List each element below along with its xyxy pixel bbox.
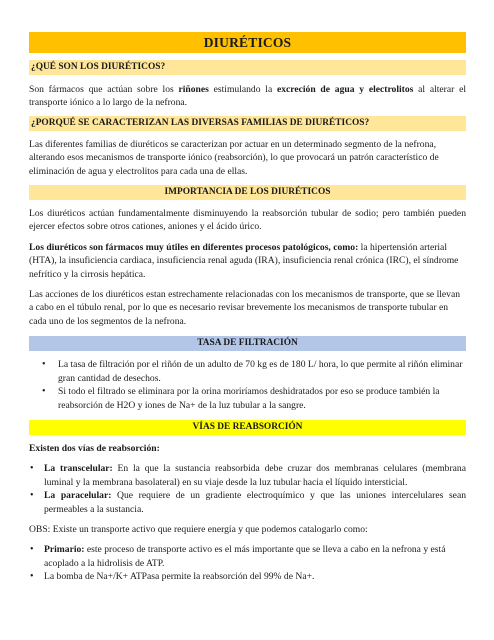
paragraph-familias: Las diferentes familias de diuréticos se caracterizan por actuar en un determinado segmento de la nefrona, alterando esos mecanismos de transporte iónico (reabsorción), lo que provocará un patrón característico de eliminación de agua y electrolitos para cada una de ellas. [29,138,439,177]
subheading-vias: Existen dos vías de reabsorción: [29,442,160,454]
bullet-icon: • [42,386,46,398]
list-item: • La transcelular: En la que la sustancia reabsorbida debe cruzar dos membranas celulares (membrana luminal y la membrana basolateral) en su viaje desde la luz tubular hacia el líquido intersticial. [30,463,466,488]
list-item: • La paracelular: Que requiere de un gradiente electroquímico y que las uniones intercelulares sean permeables a la sustancia. [30,490,466,515]
reabsorption-list [29,462,466,516]
list-item: • Si todo el filtrado se eliminara por la orina moriríamos deshidratados por eso se produce también la reabsorción de H2O y iones de Na+ de la luz tubular a la sangre. [42,386,440,411]
active-transport-list [29,543,466,583]
bullet-icon: • [30,544,34,556]
list-item: • Primario: este proceso de transporte activo es el más importante que se lleva a cabo en la nefrona y está acoplado a la hidrolisis de ATP. [30,544,446,569]
bullet-icon: • [42,359,46,371]
bullet-icon: • [30,571,34,583]
document-title: DIURÉTICOS [29,32,466,53]
section-heading-familias: ¿PORQUÉ SE CARACTERIZAN LAS DIVERSAS FAMILIAS DE DIURÉTICOS? [29,116,466,131]
section-heading-que-son: ¿QUÉ SON LOS DIURÉTICOS? [29,60,466,75]
paragraph-obs: OBS: Existe un transporte activo que requiere energía y que podemos catalogarlo como: [29,523,368,535]
bullet-icon: • [30,490,34,502]
section-heading-vias-reabsorcion: VÍAS DE REABSORCIÓN [29,420,466,435]
list-item: • La bomba de Na+/K+ ATPasa permite la reabsorción del 99% de Na+. [30,571,315,583]
paragraph-definicion: Son fármacos que actúan sobre los riñones estimulando la excreción de agua y electrolitos al alterar el transporte iónico a lo largo de la nefrona. [29,84,466,109]
paragraph-importancia-2: Los diuréticos son fármacos muy útiles en diferentes procesos patológicos, como: la hipertensión arterial (HTA), la insuficiencia cardiaca, insuficiencia renal aguda (IRA), insuficiencia renal crónica (IRC), el síndrome nefrítico y la cirrosis hepática. [29,241,459,280]
section-heading-importancia: IMPORTANCIA DE LOS DIURÉTICOS [29,185,466,200]
paragraph-importancia-3: Las acciones de los diuréticos estan estrechamente relacionadas con los mecanismos de transporte, que se llevan a cabo en el túbulo renal, por lo que es necesario revisar brevemente los mecanismos de transporte tubular en cada uno de los segmentos de la nefrona. [29,289,461,327]
section-heading-tasa-filtracion: TASA DE FILTRACIÓN [29,336,466,351]
paragraph-importancia-1: Los diuréticos actúan fundamentalmente disminuyendo la reabsorción tubular de sodio; pero también pueden ejercer efectos sobre otros cationes, aniones y el ácido úrico. [29,208,466,233]
bullet-icon: • [30,463,34,475]
list-item: • La tasa de filtración por el riñón de un adulto de 70 kg es de 180 L/ hora, lo que permite al riñón eliminar gran cantidad de desechos. [42,359,463,384]
filtration-list [29,358,466,412]
